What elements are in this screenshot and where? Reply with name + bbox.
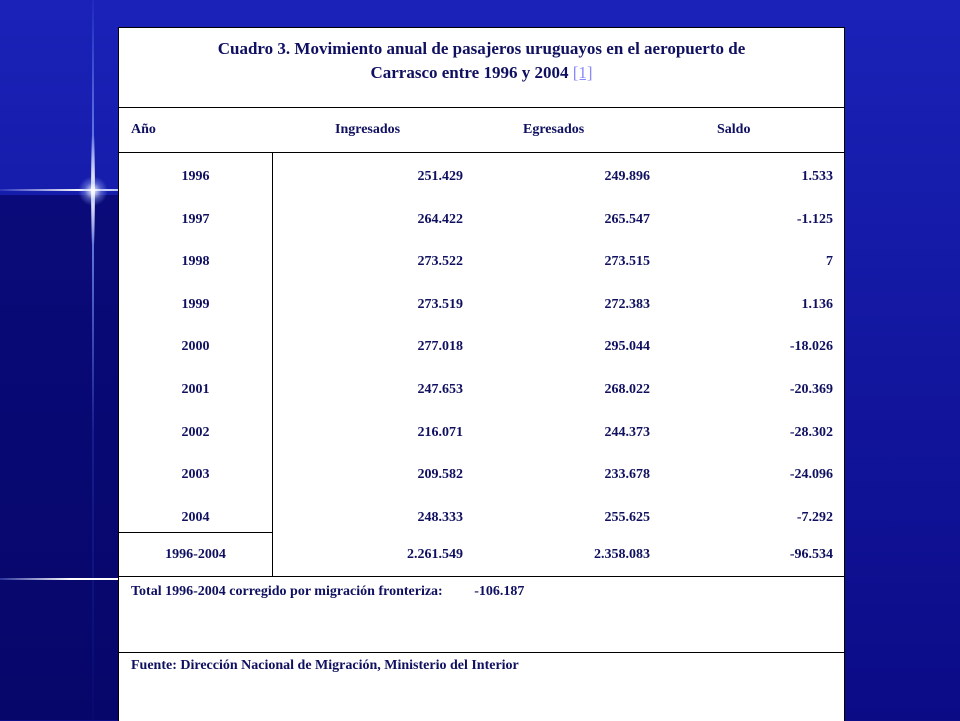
table-card: [118, 27, 845, 721]
cell-year: 2004: [181, 510, 210, 525]
cell-egresados: 255.625: [604, 510, 650, 525]
cell-saldo: -28.302: [789, 425, 833, 440]
column-header-year: Año: [131, 122, 156, 137]
cell-ingresados: 216.071: [417, 425, 463, 440]
cell-year: 1999: [181, 297, 210, 312]
cell-ingresados: 273.519: [417, 297, 463, 312]
cell-year: 1997: [181, 212, 210, 227]
table-title-line2: [119, 61, 844, 85]
cell-egresados: 272.383: [604, 297, 650, 312]
cell-egresados: 268.022: [604, 382, 650, 397]
cell-ingresados: 264.422: [417, 212, 463, 227]
cell-year: 2003: [181, 467, 210, 482]
cell-saldo: -18.026: [789, 339, 833, 354]
cell-ingresados: 248.333: [417, 510, 463, 525]
table-title: [119, 28, 844, 108]
decorative-left-panel: [0, 195, 118, 720]
corrected-total-label: Total 1996-2004 corregido por migración fronteriza:: [131, 584, 443, 599]
table-row: [119, 324, 844, 368]
cell-egresados: 295.044: [604, 339, 650, 354]
decorative-vertical-line: [92, 0, 94, 720]
cell-saldo: 1.533: [801, 169, 833, 184]
table-row: [119, 239, 844, 283]
cell-ingresados: 247.653: [417, 382, 463, 397]
table-header: [119, 108, 844, 153]
cell-ingresados: 273.522: [417, 254, 463, 269]
table-row: [119, 452, 844, 496]
table-row-total: [119, 532, 844, 576]
source-note: Fuente: Dirección Nacional de Migración, Ministerio del Interior: [131, 658, 519, 673]
cell-year: 2001: [181, 382, 210, 397]
table-title-line1: Cuadro 3. Movimiento anual de pasajeros uruguayos en el aeropuerto de: [217, 39, 746, 58]
cell-egresados: 265.547: [604, 212, 650, 227]
column-header-ingresados: Ingresados: [335, 122, 401, 137]
cell-saldo: -7.292: [796, 510, 833, 525]
column-header-saldo: Saldo: [717, 122, 751, 137]
cell-year: 1996: [181, 169, 210, 184]
cell-egresados: 273.515: [604, 254, 650, 269]
table-row: [119, 410, 844, 454]
cell-saldo: 1.136: [801, 297, 833, 312]
cell-ingresados: 277.018: [417, 339, 463, 354]
cell-saldo: -24.096: [789, 467, 833, 482]
cell-ingresados: 251.429: [417, 169, 463, 184]
cell-egresados: 2.358.083: [594, 547, 650, 562]
column-header-egresados: Egresados: [523, 122, 585, 137]
cell-year: 1996-2004: [165, 547, 226, 562]
total-divider: [119, 576, 844, 577]
cell-saldo: -20.369: [789, 382, 833, 397]
table-row: [119, 154, 844, 198]
corrected-total: [131, 584, 524, 600]
cell-egresados: 244.373: [604, 425, 650, 440]
cell-ingresados: 2.261.549: [407, 547, 463, 562]
cell-saldo: 7: [826, 254, 833, 269]
corrected-total-value: -106.187: [474, 584, 525, 599]
table-row: [119, 282, 844, 326]
footnote-link[interactable]: [1]: [572, 63, 593, 82]
source-divider: [119, 652, 844, 653]
table-row: [119, 197, 844, 241]
sparkle-icon: [78, 176, 108, 206]
cell-year: 2002: [181, 425, 210, 440]
decorative-horizontal-line-bottom: [0, 578, 118, 580]
cell-saldo: -1.125: [796, 212, 833, 227]
cell-saldo: -96.534: [789, 547, 833, 562]
table-title-line2-text: Carrasco entre 1996 y 2004: [370, 63, 569, 82]
cell-egresados: 249.896: [604, 169, 650, 184]
cell-ingresados: 209.582: [417, 467, 463, 482]
cell-year: 1998: [181, 254, 210, 269]
table-row: [119, 367, 844, 411]
cell-year: 2000: [181, 339, 210, 354]
cell-egresados: 233.678: [604, 467, 650, 482]
